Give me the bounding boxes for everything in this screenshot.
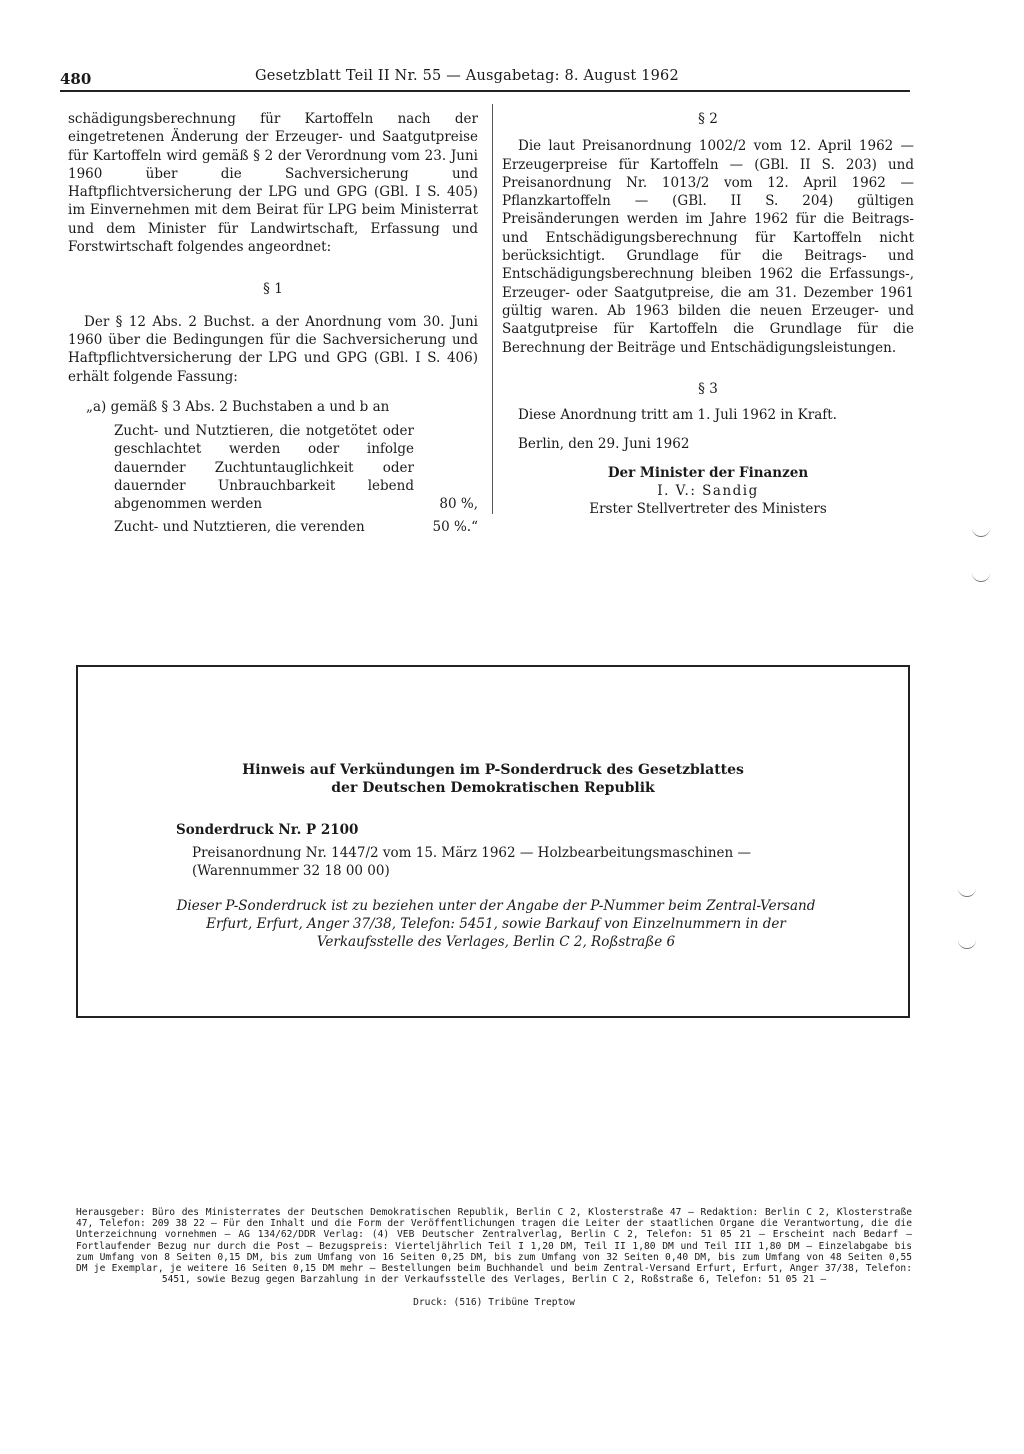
section-3-heading: § 3 [698,380,718,397]
sublist-item [114,518,478,536]
section-1-heading: § 1 [263,281,283,298]
section-2-heading: § 2 [698,111,718,127]
sublist-item-text: Zucht- und Nutztieren, die verenden [114,518,365,535]
notice-order-info: Dieser P-Sonderdruck ist zu beziehen unter der Angabe der P-Nummer beim Zentral-Versand Erfurt, Erfurt, Anger 37/38, Telefon: 5451, sowie Barkauf von Einzelnummern in der Verkaufsstelle des Verlages, Berlin C 2, Roßstraße 6 [176,898,816,950]
margin-mark [958,940,976,949]
column-divider [492,104,493,514]
sublist-item-text: Zucht- und Nutztieren, die notgetötet oder geschlachtet werden oder infolge dauernder Zuchtuntauglichkeit oder dauernder Unbrauchbarkeit lebend abgenommen werden [114,423,414,513]
section-3-text: Diese Anordnung tritt am 1. Juli 1962 in Kraft. [518,407,837,424]
margin-mark [972,528,990,537]
header-rule [60,90,910,92]
right-column [502,110,914,519]
notice-box [76,665,910,1018]
margin-mark [958,888,976,897]
left-column [68,110,478,536]
section-2-text: Die laut Preisanordnung 1002/2 vom 12. April 1962 — Erzeugerpreise für Kartoffeln — (GBl. II S. 203) und Preisanordnung Nr. 1013/2 vom 12. April 1962 — Pflanzkartoffeln — (GBl. II S. 204) gültigen Preisänderungen werden im Jahre 1962 für die Beitrags- und Entschädigungsberechnung für Kartoffeln nicht berücksichtigt. Grundlage für die Beitrags- und Entschädigungsberechnung bleiben 1962 die Erfassungs-, Erzeuger- oder Saatgutpreise, die am 31. Dezember 1961 gültig waren. Ab 1963 bilden die neuen Erzeuger- und Saatgutpreise für Kartoffeln die Grundlage für die Berechnung der Beiträge und Entschädigungsleistungen. [502,138,914,356]
notice-title-line-2: der Deutschen Demokratischen Republik [331,780,655,796]
notice-label: Sonderdruck Nr. P 2100 [176,822,359,838]
intro-paragraph: schädigungsberechnung für Kartoffeln nach der eingetretenen Änderung der Erzeuger- und Saatgutpreise für Kartoffeln wird gemäß § 2 der Verordnung vom 23. Juni 1960 über die Sachversicherung und Haftpflichtversicherung der LPG und GPG (GBl. I S. 405) im Einvernehmen mit dem Beirat für LPG beim Ministerrat und dem Minister für Landwirtschaft, Erfassung und Forstwirtschaft folgendes angeordnet: [68,111,478,256]
margin-mark [972,573,990,582]
signature-block [502,464,914,519]
place-date: Berlin, den 29. Juni 1962 [518,436,690,453]
item-a: „a) gemäß § 3 Abs. 2 Buchstaben a und b an [86,398,390,415]
signer-name: I. V.: Sandig [657,483,759,500]
imprint-printer: Druck: (516) Tribüne Treptow [413,1297,575,1308]
notice-title [78,761,908,797]
notice-title-line-1: Hinweis auf Verkündungen im P-Sonderdruck des Gesetzblattes [242,762,744,778]
item-a-sublist [114,422,478,536]
signer-role: Erster Stellvertreter des Ministers [589,501,827,518]
sublist-item [114,422,478,513]
sublist-item-value: 80 %, [439,496,478,513]
signer-title: Der Minister der Finanzen [607,464,809,481]
section-1-text: Der § 12 Abs. 2 Buchst. a der Anordnung vom 30. Juni 1960 über die Bedingungen für die Sachversicherung und Haftpflichtversicherung der LPG und GPG (GBl. I S. 406) erhält folgende Fassung: [68,313,478,385]
page-number: 480 [60,70,92,88]
sublist-item-value: 50 %.“ [432,518,478,535]
running-header: Gesetzblatt Teil II Nr. 55 — Ausgabetag: 8. August 1962 [255,68,679,84]
imprint: Herausgeber: Büro des Ministerrates der Deutschen Demokratischen Republik, Berlin C 2, Klosterstraße 47 — Redaktion: Berlin C 2, Klosterstraße 47, Telefon: 209 38 22 — Für den Inhalt und die Form der Veröffentlichungen tragen die Leiter der staatlichen Organe die Verantwortung, die die Unterzeichnung vornehmen — AG 134/62/DDR Verlag: (4) VEB Deutscher Zentralverlag, Berlin C 2, Telefon: 51 05 21 — Erscheint nach Bedarf — Fortlaufender Bezug nur durch die Post — Bezugspreis: Vierteljährlich Teil I 1,20 DM, Teil II 1,80 DM und Teil III 1,80 DM — Einzelabgabe bis zum Umfang von 8 Seiten 0,15 DM, bis zum Umfang von 16 Seiten 0,25 DM, bis zum Umfang von 32 Seiten 0,40 DM, bis zum Umfang von 48 Seiten 0,55 DM je Exemplar, je weitere 16 Seiten 0,15 DM mehr — Bestellungen beim Buchhandel und beim Zentral-Versand Erfurt, Erfurt, Anger 37/38, Telefon: 5451, sowie Bezug gegen Barzahlung in der Verkaufsstelle des Verlages, Berlin C 2, Roßstraße 6, Telefon: 51 05 21 — [76,1207,912,1286]
notice-entry: Preisanordnung Nr. 1447/2 vom 15. März 1962 — Holzbearbeitungsmaschinen — (Warennummer 32 18 00 00) [192,845,751,879]
